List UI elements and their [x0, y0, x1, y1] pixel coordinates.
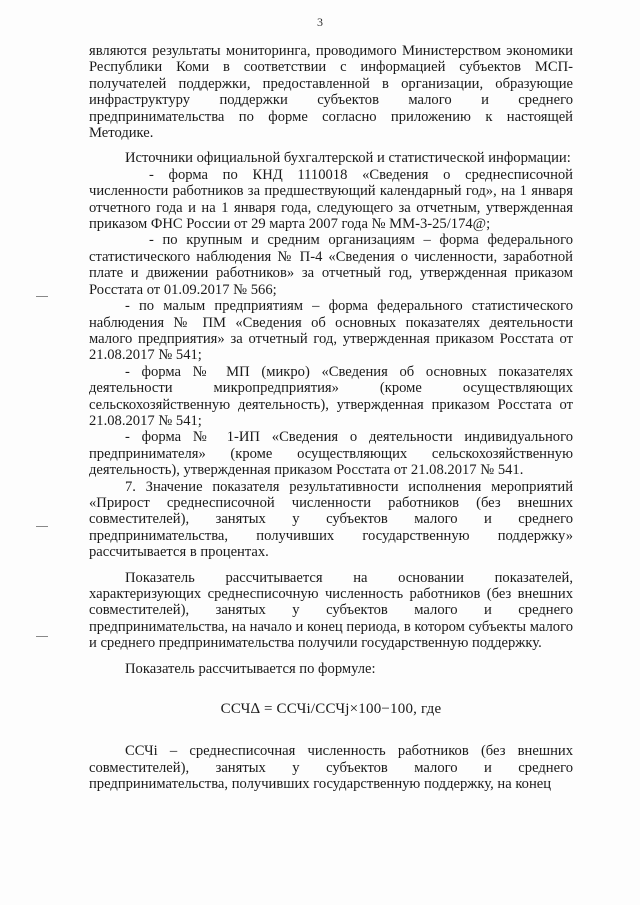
paragraph: ССЧi – среднесписочная численность работников (без внешних совместителей), занятых у субъектов малого и среднего предпринимательства, получивших государственную поддержку, на конец	[89, 743, 573, 793]
paragraph: являются результаты мониторинга, проводимого Министерством экономики Республики Коми в соответствии с информацией субъектов МСП-получателей поддержки, предоставленной в организации, образующие инфраструктуру поддержки субъектов малого и среднего предпринимательства по форме согласно приложению к настоящей Методике.	[89, 43, 573, 142]
page-number: 3	[317, 15, 323, 29]
paragraph: Источники официальной бухгалтерской и статистической информации:	[125, 150, 571, 167]
margin-mark	[36, 296, 48, 297]
paragraph: Показатель рассчитывается по формуле:	[125, 660, 376, 677]
list-item: - по малым предприятиям – форма федерального статистического наблюдения № ПМ «Сведения об основных показателях деятельности малого предприятия» за отчетный год, утвержденная приказом Росстата от 21.08.2017 № 541;	[89, 298, 573, 364]
margin-mark	[36, 526, 48, 527]
list-item: - форма № МП (микро) «Сведения об основных показателях деятельности микропредприятия» (кроме осуществляющих сельскохозяйственную деятельность), утвержденная приказом Росстата от 21.08.2017 № 541;	[89, 363, 573, 429]
paragraph: Показатель рассчитывается на основании показателей, характеризующих среднесписочную численность работников (без внешних совместителей), занятых у субъектов малого и среднего предпринимательства, на начало и конец периода, в котором субъекты малого и среднего предпринимательства получили государственную поддержку.	[89, 569, 573, 652]
list-item: - форма № 1-ИП «Сведения о деятельности индивидуального предпринимателя» (кроме осуществляющих сельскохозяйственную деятельность), утвержденная приказом Росстата от 21.08.2017 № 541.	[89, 429, 573, 479]
formula: ССЧ∆ = ССЧi/ССЧj×100−100, где	[220, 701, 442, 718]
list-item: - форма по КНД 1110018 «Сведения о среднесписочной численности работников за предшествующий календарный год», на 1 января отчетного года и на 1 января года, следующего за отчетным, утвержденная приказом ФНС России от 29 марта 2007 года № ММ-3-25/174@;	[89, 166, 573, 233]
paragraph: 7. Значение показателя результативности исполнения мероприятий «Прирост среднесписочной численности работников (без внешних совместителей), занятых у субъектов малого и среднего предпринимательства, получивших государственную поддержку» рассчитывается в процентах.	[89, 478, 573, 561]
margin-mark	[36, 636, 48, 637]
document-body	[89, 43, 573, 793]
list-item: - по крупным и средним организациям – форма федерального статистического наблюдения № П-4 «Сведения о численности, заработной плате и движении работников» за отчетный год, утвержденная приказом Росстата от 01.09.2017 № 566;	[89, 232, 573, 298]
